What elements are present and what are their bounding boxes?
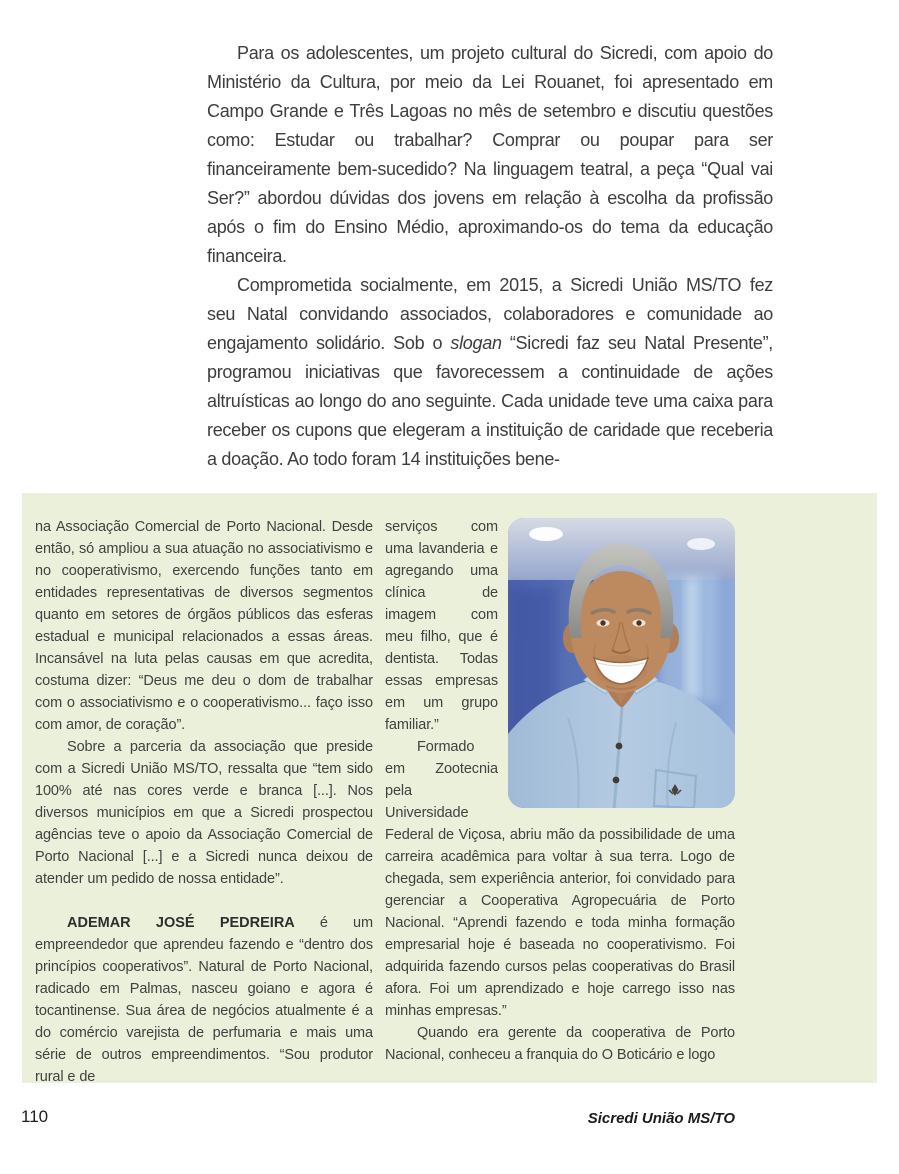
footer-book-title: Sicredi União MS/TO (587, 1110, 735, 1127)
left-paragraph-associacao: na Associação Comercial de Porto Nacional. Desde então, só ampliou a sua atuação no associativismo e no cooperativismo, exercendo funções tanto em entidades representativas de diversos segmentos quanto em setores de órgãos públicos das esferas estadual e municipal relacionados a essas áreas. Incansável na luta pelas causas em que acredita, costuma dizer: “Deus me deu o dom de trabalhar com o associativismo e o cooperativismo... faço isso com amor, de coração”. (35, 519, 373, 733)
profile-photo (508, 518, 735, 808)
italic-word-slogan: slogan (450, 333, 502, 353)
paragraph-projeto-cultural: Para os adolescentes, um projeto cultural do Sicredi, com apoio do Ministério da Cultura, por meio da Lei Rouanet, foi apresentado em Campo Grande e Três Lagoas no mês de setembro e discutiu questões como: Estudar ou trabalhar? Comprar ou poupar para ser financeiramente bem-sucedido? Na linguagem teatral, a peça “Qual vai Ser?” abordou dúvidas dos jovens em relação à escolha da profissão após o fim do Ensino Médio, aproximando-os do tema da educação financeira. (207, 43, 773, 266)
profile-box (22, 493, 877, 1083)
main-body-text (207, 39, 773, 474)
page-number: 110 (21, 1107, 49, 1126)
paragraph-natal-part1: Comprometida socialmente, em 2015, a Sicredi União MS/TO fez seu Natal convidando associados, colaboradores e comunidade ao engajamento solidário. Sob o (207, 275, 773, 353)
profile-box-right-column (385, 516, 735, 1066)
profile-name-bold: ADEMAR JOSÉ PEDREIRA (67, 915, 295, 931)
left-paragraph-parceria: Sobre a parceria da associação que preside com a Sicredi União MS/TO, ressalta que “tem sido 100% até nas cores verde e branca [...]. Nos diversos municípios em que a Sicredi prospectou agências teve o apoio da Associação Comercial de Porto Nacional [...] e a Sicredi nunca deixou de atender um pedido de nossa entidade”. (35, 739, 373, 887)
profile-box-left-column (35, 516, 373, 1083)
paragraph-natal-solidario (207, 271, 773, 474)
right-paragraph-servicos: serviços com uma lavanderia e agregando uma clínica de imagem com meu filho, que é dentista. Todas essas empresas em um grupo familiar.” (385, 519, 498, 733)
left-paragraph-ademar (35, 912, 373, 1083)
profile-photo-illustration (508, 518, 735, 808)
right-paragraph-boticario: Quando era gerente da cooperativa de Porto Nacional, conheceu a franquia do O Boticário e logo (385, 1025, 735, 1063)
left-paragraph-ademar-rest: é um empreendedor que aprendeu fazendo e “dentro dos princípios cooperativos”. Natural de Porto Nacional, radicado em Palmas, nasceu goiano e agora é tocantinense. Sua área de negócios atualmente é a do comércio varejista de perfumaria e mais uma série de outros empreendimentos. “Sou produtor rural e de (35, 915, 373, 1083)
right-paragraph-formado: Formado em Zootecnia pela Universidade Federal de Viçosa, abriu mão da possibilidade de uma carreira acadêmica para voltar à sua terra. Logo de chegada, sem experiência anterior, foi convidado para gerenciar a Cooperativa Agropecuária de Porto Nacional. “Aprendi fazendo e toda minha formação empresarial hoje é baseada no cooperativismo. Foi adquirida fazendo cursos pelas cooperativas do Brasil afora. Foi um aprendizado e hoje carrego isso nas minhas empresas.” (385, 739, 735, 1019)
paragraph-natal-part2: “Sicredi faz seu Natal Presente”, programou iniciativas que favorecessem a continuidade de ações altruísticas ao longo do ano seguinte. Cada unidade teve uma caixa para receber os cupons que elegeram a instituição de caridade que receberia a doação. Ao todo foram 14 instituições bene- (207, 333, 773, 469)
